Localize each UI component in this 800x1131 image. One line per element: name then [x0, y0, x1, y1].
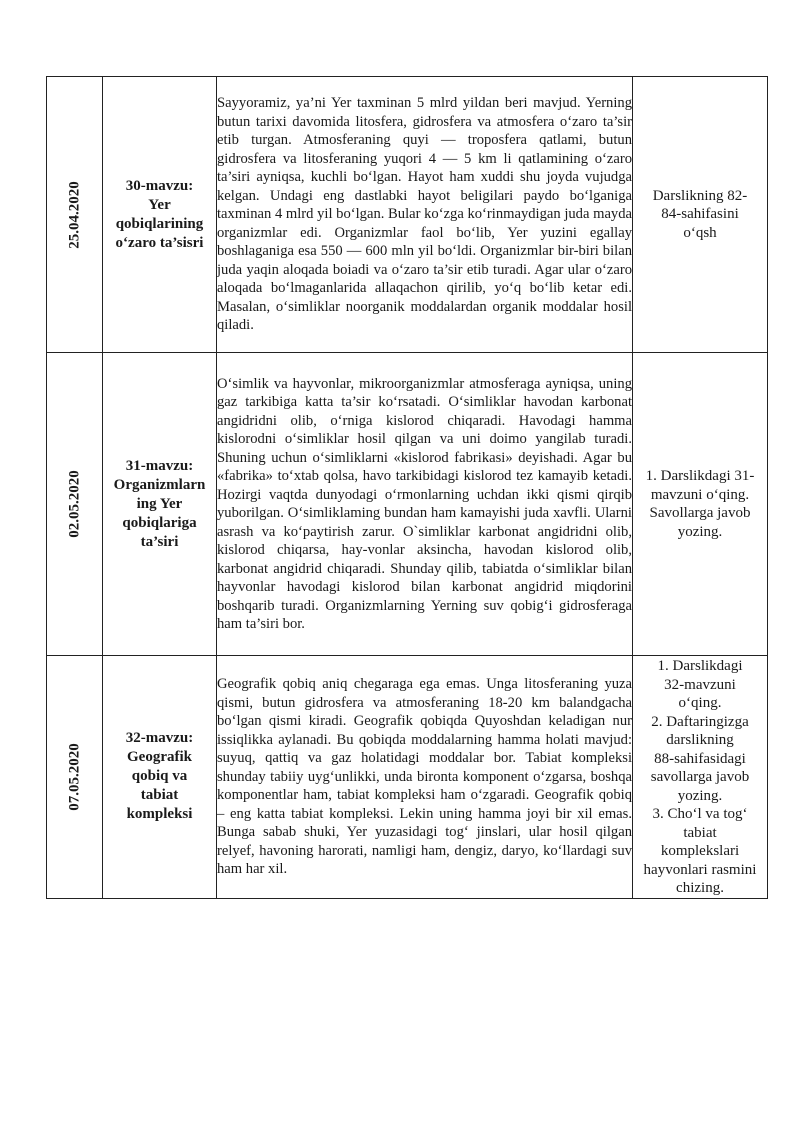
topic-line: Yer [148, 196, 171, 213]
homework-line: darslikning [666, 732, 734, 748]
topic-line: qobiq va [131, 768, 188, 785]
date-cell [47, 353, 103, 656]
lesson-text: O‘simlik va hayvonlar, mikroorganizmlar atmosferaga ayniqsa, uning gaz tarkibiga katta ta’sir ko‘rsatadi. O‘simliklar havodan karbonat angidridni olib, o‘rniga kislorod chiqaradi. Havodagi hamma kislorodni o‘simliklar hosil qilgan va uni doimo yangilab turadi. Shuning uchun o‘simliklarni «kislorod fabrikasi» deyishadi. Agar bu «fabrika» to‘xtab qolsa, havo tarkibidagi kislorod tez kamayib ketadi. Hozirgi vaqtda dunyodagi o‘rmonlarning uchdan ikki qismi qirqib yuborilgan. O‘simliklaming bundan ham kamayishi juda xavfli. Ularni asrash va ko‘paytirish zarur. O`simliklar karbonat angidridni olib, kislorod chiqarsa, hay-vonlar aksincha, havodan kislorod olib, karbonat angidrid chiqaradi. Shunday qilib, tabiatda o‘simliklar bilan hayvonlar havodagi kislorod bilan karbonat angidrid miqdorini boshqarib turadi. Organizmlarning Yerning suv qobig‘i gidrosferaga ham ta’siri bor. [217, 375, 632, 632]
date-label: 02.05.2020 [66, 470, 82, 538]
lesson-text: Geografik qobiq aniq chegaraga ega emas. Unga litosferaning yuza qismi, butun gidrosfera va atmosferaning 18-20 km balandgacha bo‘lgan qismi kiradi. Geografik qobiqda Quyoshdan keladigan nur issiqlikka aylanadi. Bu qobiqda moddalarning hamma holati mavjud: suyuq, qattiq va gaz holatidagi moddalar bor. Tabiat kompleksi shunday tabiiy uyg‘unlikki, unda bironta komponent o‘zgarsa, boshqa komponentlar ham, tabiat kompleksi ham o‘zgaradi. Geografik qobiq – eng katta tabiat kompleksi. Lekin uning hamma joyi bir xil emas. Bunga sabab shuki, Yer yuzasidagi tog‘ jinslari, ular hosil qilgan relyef, havoning harorati, namligi ham, dengiz, daryo, ko‘llardagi suv ham har xil. [217, 676, 632, 877]
lesson-text-cell [217, 656, 633, 899]
homework-line: 2. Daftaringizga [651, 713, 749, 730]
homework-line: 88-sahifasidagi [654, 750, 746, 767]
topic-line: Organizmlarn [113, 476, 206, 493]
date-cell [47, 656, 103, 899]
date-cell [47, 77, 103, 353]
homework-cell [633, 77, 768, 353]
topic-cell [103, 353, 217, 656]
topic-line: qobiqlarining [115, 215, 204, 232]
homework-line: 1. Darslikdagi [657, 658, 743, 674]
topic-line: 31-mavzu: [125, 457, 194, 474]
homework-line: 84-sahifasini [661, 206, 739, 223]
lesson-text-cell [217, 353, 633, 656]
table-row [47, 77, 768, 353]
homework-line: Savollarga javob [649, 505, 751, 521]
homework-line: yozing. [677, 787, 723, 804]
topic-line: ta’siri [140, 533, 179, 550]
topic-line: kompleksi [126, 806, 193, 823]
date-label: 25.04.2020 [66, 180, 82, 249]
homework-line: komplekslari [660, 843, 740, 859]
table-row [47, 353, 768, 656]
lesson-text: Sayyoramiz, ya’ni Yer taxminan 5 mlrd yildan beri mavjud. Yerning butun tarixi davomida litosfera, gidrosfera va atmosfera o‘zaro ta’sir etib turgan. Atmosferaning quyi — troposfera qatlami, butun gidrosfera va litosferaning yuqori 4 — 5 km li qatlamining o‘zaro ta’siri ayniqsa, kuchli bo‘lgan. Hayot ham xuddi shu joyda vujudga kelgan. Undagi eng dastlabki hayot beligilari paydo bo‘lganiga taxminan 4 mlrd yil bo‘lgan. Bular ko‘zga ko‘rinmaydigan juda mayda organizmlar edi. Organizmlar faol bo‘lib, Yer yuzini egallay boshlaganiga esa 550 — 600 mln yil bo‘ldi. Organizmlar bir-biri bilan juda yaqin aloqada boiadi va o‘zaro ta’sir etib turadi. Agar ular o‘zaro aloqada bo‘lmaganlarida allaqachon qirilib, yo‘q bo‘lib ketar edi. Masalan, o‘simliklar noorganik moddalardan organik moddalar hosil qiladi. [217, 95, 633, 334]
homework-line: mavzuni o‘qing. [650, 486, 750, 503]
topic-line: o‘zaro ta’sisri [115, 234, 204, 251]
homework-line: tabiat [683, 824, 717, 841]
topic-line: Geografik [127, 749, 192, 766]
homework-line: chizing. [676, 880, 724, 896]
homework-line: 1. Darslikdagi 31- [645, 468, 755, 484]
topic-line: 30-mavzu: [125, 177, 194, 194]
topic-cell [103, 656, 217, 899]
lesson-text-cell [217, 77, 633, 353]
homework-line: hayvonlari rasmini [643, 861, 757, 878]
homework-cell [633, 656, 768, 899]
date-label: 07.05.2020 [66, 743, 82, 811]
homework-line: yozing. [677, 523, 723, 540]
homework-line: o‘qing. [678, 695, 722, 711]
lesson-plan-table [46, 76, 768, 899]
homework-line: savollarga javob [650, 769, 750, 785]
homework-cell [633, 353, 768, 656]
table-row [47, 656, 768, 899]
topic-line: tabiat [140, 787, 179, 804]
topic-cell [103, 77, 217, 353]
topic-line: qobiqlariga [122, 514, 197, 531]
homework-line: 32-mavzuni [664, 676, 736, 693]
homework-line: Darslikning 82- [652, 187, 748, 204]
homework-line: o‘qsh [683, 224, 717, 241]
topic-line: ing Yer [136, 495, 183, 512]
homework-line: 3. Cho‘l va tog‘ [652, 806, 748, 822]
topic-line: 32-mavzu: [125, 730, 194, 747]
